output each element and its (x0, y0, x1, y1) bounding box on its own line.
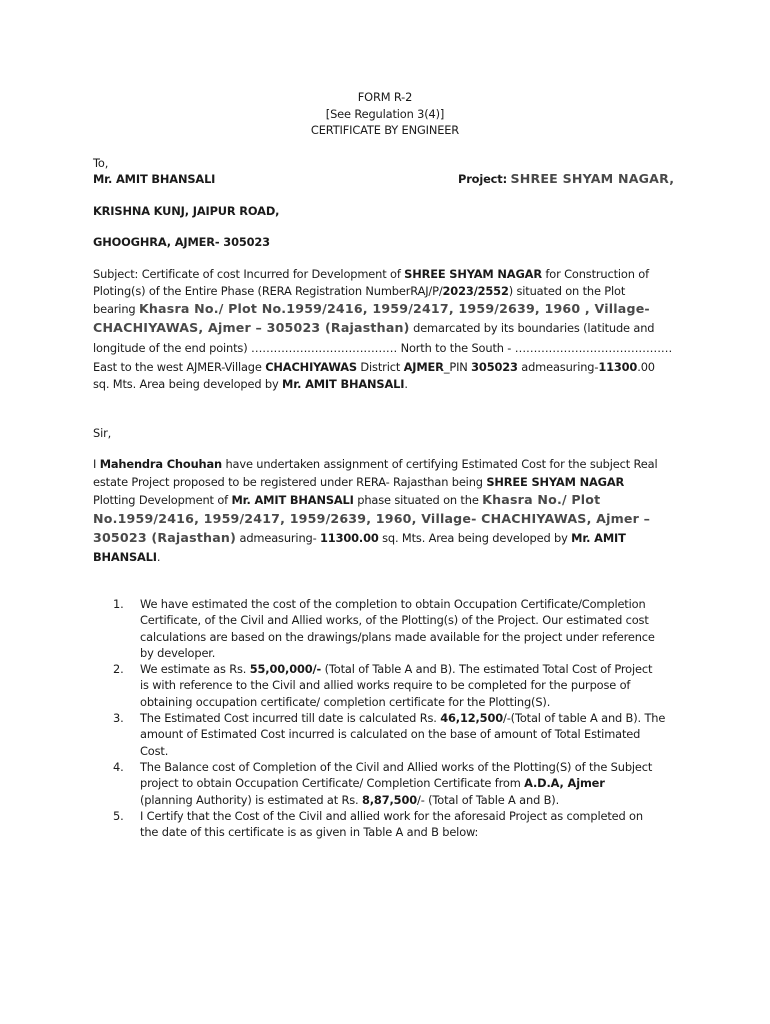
text: I (93, 457, 100, 471)
text: Certificate, of the Civil and Allied works, of the Plotting(s) of the Project. Our estimated cost (140, 613, 649, 628)
developer-name: BHANSALI (93, 550, 157, 564)
village-details: CHACHIYAWAS, Ajmer – 305023 (Rajasthan) (93, 320, 410, 335)
subject-line-1 (93, 266, 683, 282)
area-value: 11300.00 (320, 531, 379, 545)
amount: 55,00,000/- (249, 662, 322, 676)
body-line-5 (93, 530, 683, 546)
list-number: 4. (113, 760, 124, 774)
project-heading (458, 171, 698, 187)
project-name: SHREE SHYAM NAGAR, (510, 171, 675, 186)
text: Plotting Development of (93, 493, 232, 507)
list-text (140, 710, 680, 759)
text: (Total of Table A and B). The estimated Total Cost of Project (321, 662, 653, 676)
list-number: 5. (113, 809, 124, 823)
pin-code: 305023 (471, 360, 518, 374)
text: (planning Authority) is estimated at Rs. (140, 792, 362, 807)
text: phase situated on the (353, 493, 483, 507)
certificate-title: CERTIFICATE BY ENGINEER (310, 123, 460, 137)
text (140, 661, 680, 677)
text: estate Project proposed to be registered under RERA- Rajasthan being (93, 475, 487, 489)
area-value: 11300 (598, 360, 638, 374)
text: bearing (93, 302, 139, 316)
text: admeasuring- (236, 531, 321, 545)
list-number: 2. (113, 662, 124, 676)
district-name: AJMER (403, 360, 444, 374)
text: ) situated on the Plot (508, 284, 626, 298)
text: for Construction of (541, 267, 649, 281)
project-name-bold: SHREE SHYAM NAGAR (486, 475, 625, 489)
engineer-name: Mahendra Chouhan (99, 457, 222, 471)
text: The Balance cost of Completion of the Civil and Allied works of the Plotting(S) of the Subject (140, 760, 653, 774)
developer-name: Mr. AMIT BHANSALI (231, 493, 354, 507)
list-text (140, 759, 680, 808)
address-line-1: KRISHNA KUNJ, JAIPUR ROAD, (93, 204, 280, 218)
text: by developer. (140, 646, 216, 661)
to-label: To, (93, 156, 109, 170)
text: Subject: Certificate of cost Incurred for Development of (93, 267, 405, 281)
text: The Estimated Cost incurred till date is calculated Rs. (140, 711, 441, 725)
text: the date of this certificate is as given in Table A and B below: (140, 825, 479, 840)
text: Ploting(s) of the Entire Phase (RERA Registration NumberRAJ/P/ (93, 284, 443, 298)
body-line-1 (93, 456, 683, 472)
subject-line-3 (93, 301, 683, 317)
text (140, 710, 680, 726)
khasra-details: Khasra No./ Plot No.1959/2416, 1959/2417, 1959/2639, 1960 , Village- (138, 301, 650, 316)
text: _PIN (443, 360, 472, 374)
text: We have estimated the cost of the completion to obtain Occupation Certificate/Completion (140, 597, 646, 611)
recipient-name: Mr. AMIT BHANSALI (93, 172, 216, 186)
subject-line-5: longitude of the end points) ………………………………… North to the South - …………………………………… (93, 341, 673, 355)
list-text (140, 596, 680, 662)
text: . (404, 377, 408, 391)
text: admeasuring- (517, 360, 599, 374)
body-line-2 (93, 474, 683, 490)
text: demarcated by its boundaries (latitude and (409, 321, 655, 335)
authority-name: A.D.A, Ajmer (524, 776, 605, 791)
text: /- (Total of Table A and B). (417, 792, 560, 807)
text: project to obtain Occupation Certificate/ Completion Certificate from (140, 776, 525, 791)
text: . (156, 550, 161, 564)
list-number: 3. (113, 711, 124, 725)
salutation: Sir, (93, 426, 112, 440)
text: East to the west AJMER-Village (93, 360, 266, 374)
village-name: CHACHIYAWAS (265, 360, 357, 374)
text: amount of Estimated Cost incurred is calculated on the base of amount of Total Estimated (140, 727, 641, 742)
text: is with reference to the Civil and allied works require to be completed for the purpose of (140, 678, 631, 693)
subject-line-4 (93, 320, 683, 336)
list-text (140, 808, 680, 841)
developer-name: Mr. AMIT BHANSALI (282, 377, 405, 391)
rera-number: 2023/2552 (442, 284, 509, 298)
text: Cost. (140, 743, 169, 758)
project-label: Project: (458, 172, 507, 186)
developer-name: Mr. AMIT (571, 531, 626, 545)
list-number: 1. (113, 597, 124, 611)
text: We estimate as Rs. (140, 662, 250, 676)
text: /-(Total of table A and B). The (503, 711, 666, 725)
text: .00 (637, 360, 655, 374)
project-name-bold: SHREE SHYAM NAGAR (404, 267, 542, 281)
khasra-details: Khasra No./ Plot (482, 492, 601, 507)
subject-line-7 (93, 376, 683, 392)
text: have undertaken assignment of certifying Estimated Cost for the subject Real (221, 457, 658, 471)
khasra-details: No.1959/2416, 1959/2417, 1959/2639, 1960, Village- CHACHIYAWAS, Ajmer – (93, 511, 651, 526)
subject-line-2 (93, 283, 683, 299)
regulation-reference: [See Regulation 3(4)] (325, 107, 445, 121)
subject-line-6 (93, 359, 683, 375)
body-line-4 (93, 511, 683, 527)
list-text (140, 661, 680, 710)
text: sq. Mts. Area being developed by (93, 377, 283, 391)
text: calculations are based on the drawings/plans made available for the project under reference (140, 629, 655, 644)
text: obtaining occupation certificate/ completion certificate for the Plotting(S). (140, 694, 551, 709)
village-details: 305023 (Rajasthan) (93, 530, 237, 545)
text (140, 792, 680, 808)
form-title: FORM R-2 (357, 90, 413, 104)
text: sq. Mts. Area being developed by (378, 531, 572, 545)
body-line-3 (93, 492, 683, 508)
amount: 8,87,500 (361, 792, 417, 807)
text: District (356, 360, 404, 374)
body-line-6 (93, 549, 683, 565)
text (140, 775, 680, 791)
amount: 46,12,500 (440, 711, 504, 725)
address-line-2: GHOOGHRA, AJMER- 305023 (93, 235, 270, 249)
text: I Certify that the Cost of the Civil and allied work for the aforesaid Project as completed on (140, 809, 643, 823)
